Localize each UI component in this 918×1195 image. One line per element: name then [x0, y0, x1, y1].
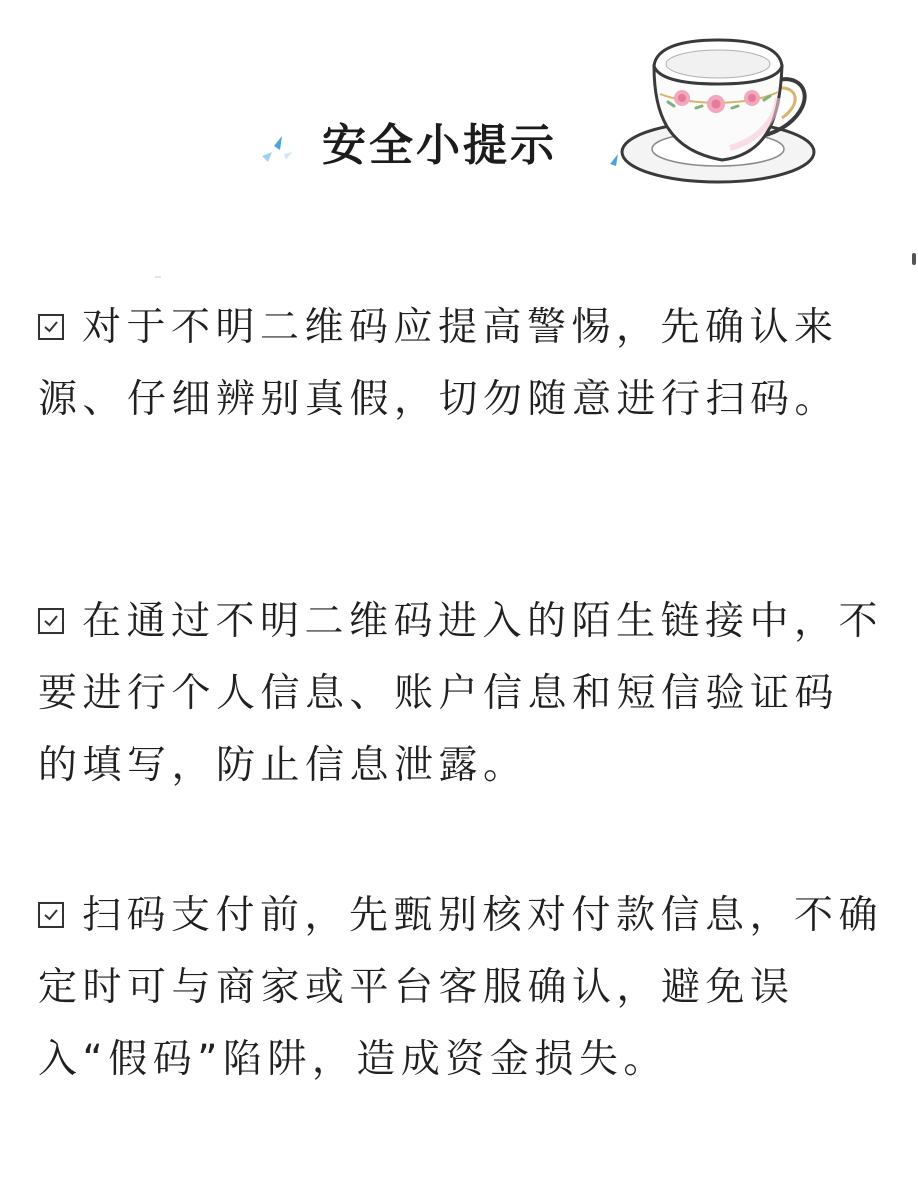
checkbox-checked-icon — [38, 902, 64, 928]
tip-text: 对于不明二维码应提高警惕，先确认来源、仔细辨别真假，切勿随意进行扫码。 — [38, 305, 840, 422]
checkbox-checked-icon — [38, 314, 64, 340]
tip-item-1 — [38, 292, 883, 436]
header — [0, 0, 918, 220]
faint-mark — [155, 276, 161, 278]
tip-item-3 — [38, 880, 883, 1096]
edge-mark — [912, 253, 916, 265]
tip-item-2 — [38, 586, 883, 802]
sparkle-left-icon — [258, 132, 298, 168]
tip-text: 扫码支付前，先甄别核对付款信息，不确定时可与商家或平台客服确认，避免误入“假码”陷阱，造成资金损失。 — [38, 893, 884, 1082]
tip-text: 在通过不明二维码进入的陌生链接中，不要进行个人信息、账户信息和短信验证码的填写，防止信息泄露。 — [38, 599, 884, 788]
checkbox-checked-icon — [38, 608, 64, 634]
teacup-illustration — [610, 28, 820, 190]
page-title: 安全小提示 — [322, 120, 557, 171]
